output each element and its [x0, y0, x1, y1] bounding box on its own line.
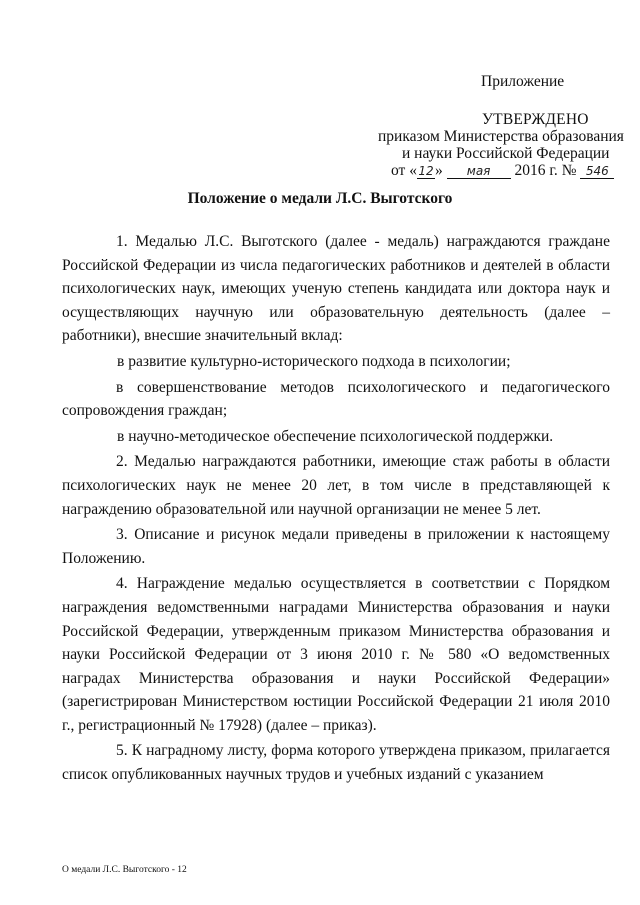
approval-stamp-label: УТВЕРЖДЕНО [482, 111, 589, 128]
paragraph-3: 3. Описание и рисунок медали приведены в приложении к настоящему Положению. [62, 526, 610, 567]
order-line-2: и науки Российской Федерации [402, 145, 610, 162]
document-body [62, 230, 610, 787]
handwritten-number: 546 [580, 164, 614, 179]
order-line-1: приказом Министерства образования [378, 128, 624, 145]
appendix-label: Приложение [481, 73, 565, 90]
paragraph-4: 4. Награждение медалью осуществляется в соответствии с Порядком награждения ведомственными наградами Министерства образования и науки Российской Федерации, утвержденным приказом Министерства образования и науки Российской Федерации от 3 июня 2010 г. № 580 «О ведомственных наградах Министерства образования и науки Российской Федерации» (зарегистрирован Министерством юстиции Российской Федерации 21 июля 2010 г., регистрационный № 17928) (далее – приказ). [62, 575, 610, 734]
contribution-item-1: в развитие культурно-исторического подхода в психологии; [117, 352, 511, 370]
paragraph-1: 1. Медалью Л.С. Выготского (далее - медаль) награждаются граждане Российской Федерации из числа педагогических работников и деятелей в области психологических наук, имеющих ученую степень кандидата или доктора наук и осуществляющих научную или образовательную деятельность (далее – работники), внесшие значительный вклад: [62, 233, 610, 345]
handwritten-month: мая [447, 164, 511, 179]
contribution-item-3: в научно-методическое обеспечение психологической поддержки. [117, 427, 554, 445]
paragraph-2: 2. Медалью награждаются работники, имеющие стаж работы в области психологических наук не менее 20 лет, в том числе в представляющей к награждению образовательной или научной организации не менее 5 лет. [62, 453, 610, 518]
date-year: 2016 г. [514, 162, 558, 179]
footer-file-label: О медали Л.С. Выготского - 12 [62, 865, 187, 875]
date-mid: » [434, 162, 443, 179]
number-sign: № [561, 162, 577, 179]
document-title: Положение о медали Л.С. Выготского [187, 190, 453, 207]
order-date-number-line [391, 162, 614, 180]
date-prefix: от « [391, 162, 417, 179]
handwritten-day: 12 [418, 164, 434, 178]
paragraph-5: 5. К наградному листу, форма которого утверждена приказом, прилагается список опубликованных научных трудов и учебных изданий с указанием [62, 742, 610, 784]
contribution-item-2: в совершенствование методов психологического и педагогического сопровождения граждан; [62, 378, 610, 420]
